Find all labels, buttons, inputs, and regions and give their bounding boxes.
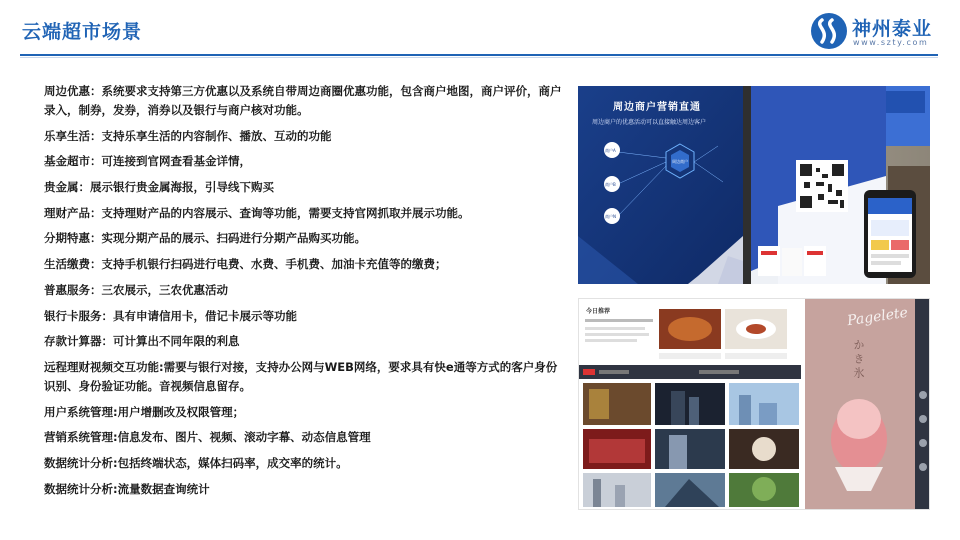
kakigori-label: かき氷 bbox=[852, 339, 865, 381]
feature-item: 普惠服务：三农展示，三农优惠活动 bbox=[44, 282, 228, 297]
feature-item: 数据统计分析:包括终端状态，媒体扫码率，成交率的统计。 bbox=[44, 455, 348, 470]
billboard-subtitle: 周边商户的优惠活动可以直接触达周边客户 bbox=[592, 119, 707, 126]
feature-list bbox=[44, 82, 564, 505]
script-lettering: Pagelete bbox=[846, 304, 909, 330]
feature-item: 数据统计分析:流量数据查询统计 bbox=[44, 481, 210, 496]
kiosk-illustration bbox=[579, 299, 930, 510]
feature-item: 贵金属：展示银行贵金属海报，引导线下购买 bbox=[44, 180, 274, 195]
node-b-label: 商户B bbox=[605, 182, 616, 187]
feature-item: 存款计算器：可计算出不同年限的利息 bbox=[44, 334, 240, 349]
feature-item: 用户系统管理:用户增删改及权限管理； bbox=[44, 404, 245, 419]
company-logo bbox=[810, 10, 945, 52]
node-center-label: 周边商户 bbox=[672, 159, 688, 164]
title-divider-light bbox=[20, 57, 938, 58]
node-a-label: 商户A bbox=[605, 148, 616, 153]
title-divider bbox=[20, 54, 938, 56]
feature-item: 生活缴费：支持手机银行扫码进行电费、水费、手机费、加油卡充值等的缴费； bbox=[44, 257, 447, 272]
feature-item: 周边优惠：系统要求支持第三方优惠以及系统自带周边商圈优惠功能，包含商户地图，商户评价，商户录入，制券，发券，消券以及银行与商户核对功能。 bbox=[44, 84, 562, 117]
page-title: 云端超市场景 bbox=[22, 21, 143, 43]
today-recommend-label: 今日推荐 bbox=[586, 308, 611, 315]
feature-item: 远程理财视频交互功能:需要与银行对接，支持办公网与WEB网络，要求具有快e通等方式的客户身份识别、身份验证功能。音视频信息留存。 bbox=[44, 359, 558, 393]
logo-url: www.szty.com bbox=[853, 38, 929, 47]
feature-item: 分期特惠：实现分期产品的展示、扫码进行分期产品购买功能。 bbox=[44, 231, 366, 246]
billboard-title: 周边商户营销直通 bbox=[613, 102, 701, 113]
node-n-label: 商户N bbox=[605, 214, 616, 219]
billboard-photo bbox=[578, 86, 930, 284]
feature-item: 银行卡服务：具有申请信用卡，借记卡展示等功能 bbox=[44, 308, 297, 323]
logo-mark-icon bbox=[810, 12, 848, 50]
feature-item: 理财产品：支持理财产品的内容展示、查询等功能，需要支持官网抓取并展示功能。 bbox=[44, 205, 470, 220]
billboard-illustration bbox=[578, 86, 930, 284]
feature-item: 基金超市：可连接到官网查看基金详情， bbox=[44, 154, 251, 169]
feature-item: 乐享生活：支持乐享生活的内容制作、播放、互动的功能 bbox=[44, 128, 332, 143]
feature-item: 营销系统管理:信息发布、图片、视频、滚动字幕、动态信息管理 bbox=[44, 430, 371, 445]
logo-name: 神州泰业 bbox=[852, 18, 933, 40]
kiosk-screen-photo bbox=[578, 298, 930, 510]
